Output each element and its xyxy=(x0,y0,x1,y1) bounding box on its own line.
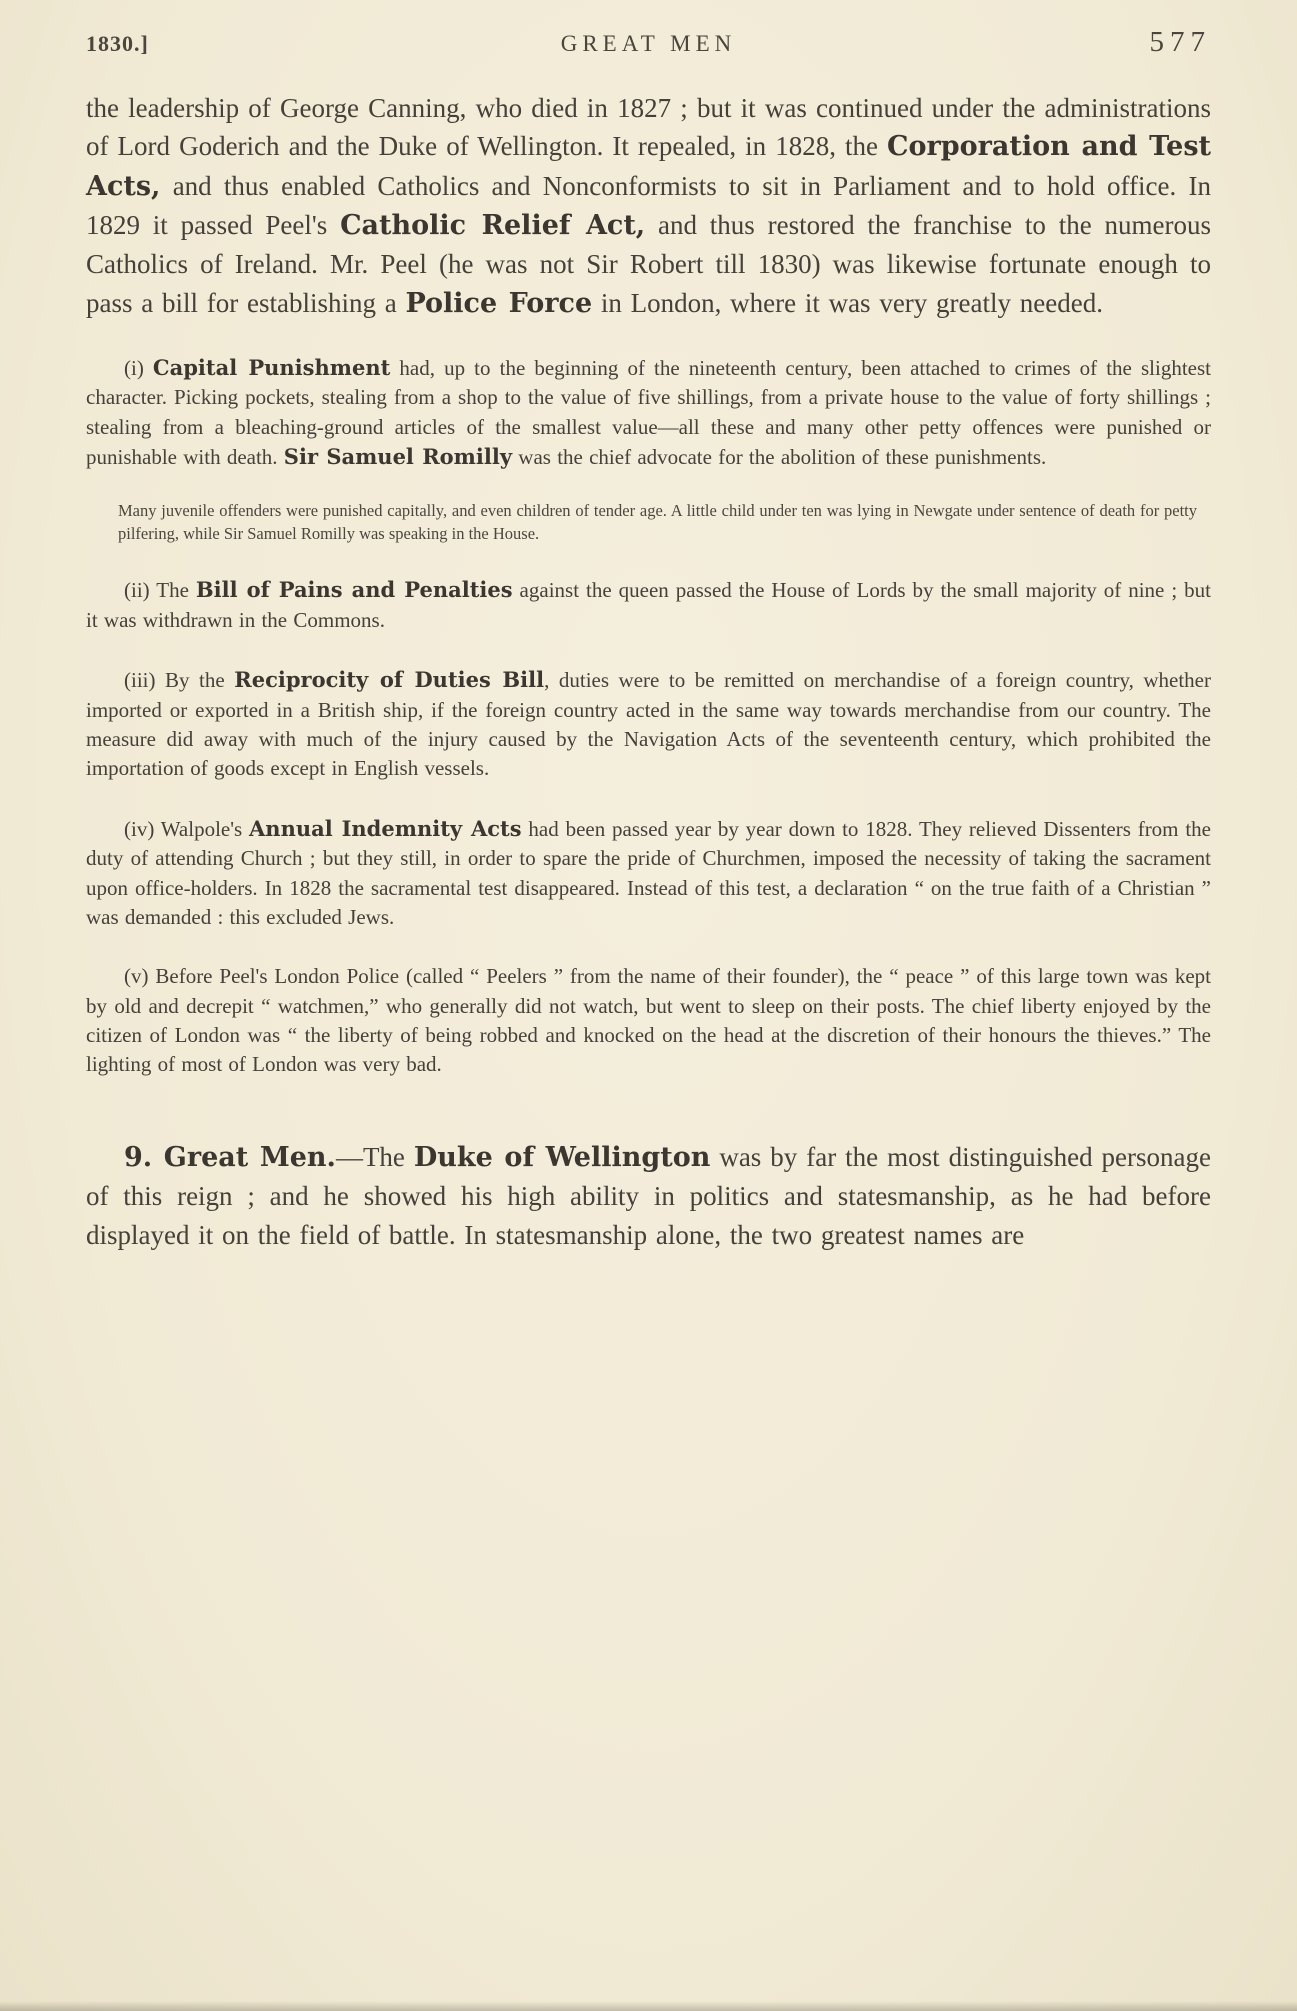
paragraph-great-men: 9. Great Men.—The Duke of Wellington was by far the most distinguished personage of this reign ; and he showed his high ability in politics and statesmanship, as he had before displayed it on the field of battle. In statesmanship alone, the two greatest names are xyxy=(86,1141,1212,1250)
paragraph-continuation: the leadership of George Canning, who died in 1827 ; but it was continued under the administrations of Lord Goderich and the Duke of Wellington. It repealed, in 1828, the Corporation and Test Acts, and thus enabled Catholics and Nonconformists to sit in Parliament and to hold office. In 1829 it passed Peel's Catholic Relief Act, and thus restored the franchise to the numerous Catholics of Ireland. Mr. Peel (he was not Sir Robert till 1830) was likewise fortunate enough to pass a bill for establishing a Police Force in London, where it was very greatly needed. xyxy=(86,93,1211,319)
page-header xyxy=(86,26,1211,59)
note-item-iv: (iv) Walpole's Annual Indemnity Acts had been passed year by year down to 1828. They relieved Dissenters from the duty of attending Church ; but they still, in order to spare the pride of Churchmen, imposed the necessity of taking the sacrament upon office-holders. In 1828 the sacramental test disappeared. Instead of this test, a declaration “ on the true faith of a Christian ” was demanded : this excluded Jews. xyxy=(86,815,1211,929)
page-number: 577 xyxy=(1149,26,1211,58)
header-year: 1830.] xyxy=(86,31,149,56)
running-title: GREAT MEN xyxy=(560,31,737,56)
note-item-v: (v) Before Peel's London Police (called “ Peelers ” from the name of their founder), the “ peace ” of this large town was kept by old and decrepit “ watchmen,” who generally did not watch, but went to sleep on their posts. The chief liberty enjoyed by the citizen of London was “ the liberty of being robbed and knocked on the head at the discretion of their honours the thieves.” The lighting of most of London was very bad. xyxy=(86,964,1211,1077)
note-item-iii: (iii) By the Reciprocity of Duties Bill, duties were to be remitted on merchandise of a foreign country, whether imported or exported in a British ship, if the foreign country acted in the same way towards merchandise from our country. The measure did away with much of the injury caused by the Navigation Acts of the seventeenth century, which prohibited the importation of goods except in English vessels. xyxy=(86,667,1211,781)
note-item-ii: (ii) The Bill of Pains and Penalties against the queen passed the House of Lords by the small majority of nine ; but it was withdrawn in the Commons. xyxy=(86,577,1212,632)
scan-edge-shadow xyxy=(0,2001,1297,2011)
note-item-i: (i) Capital Punishment had, up to the beginning of the nineteenth century, been attached to crimes of the slightest character. Picking pockets, stealing from a shop to the value of five shillings, from a private house to the value of forty shillings ; stealing from a bleaching-ground articles of the smallest value—all these and many other petty offences were punished or punishable with death. Sir Samuel Romilly was the chief advocate for the abolition of these punishments. xyxy=(86,354,1211,470)
subnote-juvenile-offenders: Many juvenile offenders were punished capitally, and even children of tender age. A little child under ten was lying in Newgate under sentence of death for petty pilfering, while Sir Samuel Romilly was speaking in the House. xyxy=(118,500,1197,543)
